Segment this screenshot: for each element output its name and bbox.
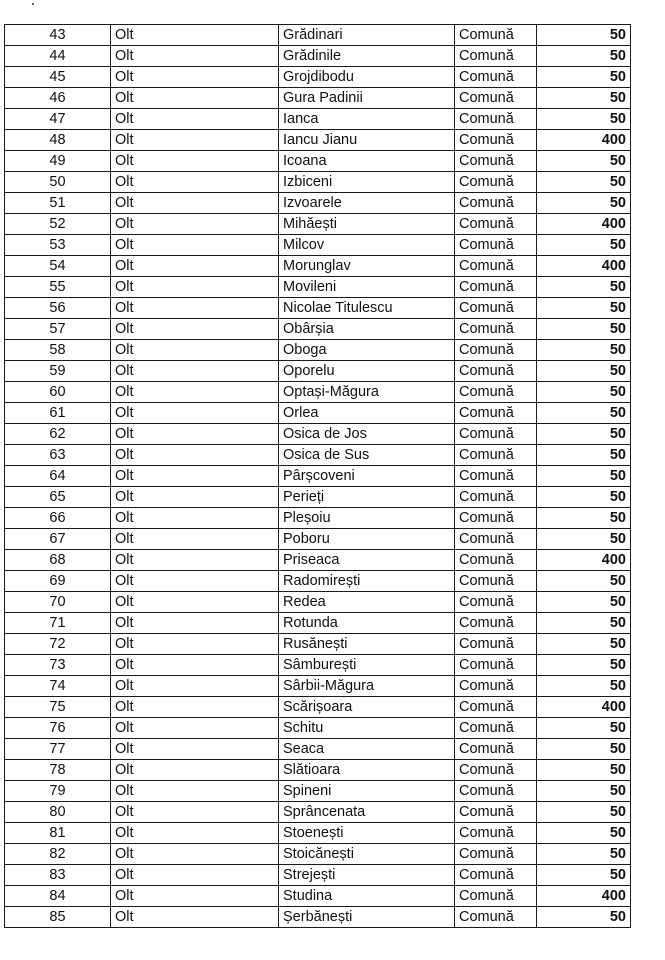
type-cell: Comună [455,109,537,130]
table-row [5,319,631,340]
county-cell: Olt [111,109,279,130]
row-number-cell: 50 [5,172,111,193]
value-cell: 50 [537,823,631,844]
row-number-cell: 79 [5,781,111,802]
value-cell: 50 [537,718,631,739]
locality-cell: Sâmburești [279,655,455,676]
locality-cell: Iancu Jianu [279,130,455,151]
table-row [5,340,631,361]
row-number-cell: 68 [5,550,111,571]
row-number-cell: 61 [5,403,111,424]
county-cell: Olt [111,424,279,445]
locality-cell: Stoenești [279,823,455,844]
row-number-cell: 67 [5,529,111,550]
type-cell: Comună [455,319,537,340]
row-number-cell: 71 [5,613,111,634]
value-cell: 50 [537,781,631,802]
locality-cell: Perieți [279,487,455,508]
type-cell: Comună [455,613,537,634]
row-number-cell: 47 [5,109,111,130]
county-cell: Olt [111,67,279,88]
locality-cell: Studina [279,886,455,907]
table-row [5,781,631,802]
value-cell: 400 [537,130,631,151]
county-cell: Olt [111,361,279,382]
locality-cell: Poboru [279,529,455,550]
value-cell: 400 [537,550,631,571]
county-cell: Olt [111,445,279,466]
county-cell: Olt [111,739,279,760]
value-cell: 50 [537,151,631,172]
table-row [5,865,631,886]
county-cell: Olt [111,487,279,508]
locality-cell: Rusănești [279,634,455,655]
table-row [5,193,631,214]
county-cell: Olt [111,697,279,718]
scan-speck [32,3,34,5]
locality-cell: Ianca [279,109,455,130]
table-row [5,109,631,130]
locality-cell: Nicolae Titulescu [279,298,455,319]
county-cell: Olt [111,193,279,214]
type-cell: Comună [455,235,537,256]
type-cell: Comună [455,340,537,361]
table-row [5,823,631,844]
value-cell: 50 [537,382,631,403]
locality-cell: Movileni [279,277,455,298]
table-row [5,67,631,88]
row-number-cell: 64 [5,466,111,487]
row-number-cell: 58 [5,340,111,361]
value-cell: 50 [537,67,631,88]
row-number-cell: 45 [5,67,111,88]
row-number-cell: 85 [5,907,111,928]
county-cell: Olt [111,781,279,802]
table-row [5,403,631,424]
value-cell: 50 [537,319,631,340]
value-cell: 50 [537,655,631,676]
value-cell: 400 [537,256,631,277]
locality-cell: Stoicănești [279,844,455,865]
table-body [5,25,631,928]
type-cell: Comună [455,130,537,151]
type-cell: Comună [455,361,537,382]
row-number-cell: 66 [5,508,111,529]
value-cell: 50 [537,508,631,529]
locality-cell: Optași-Măgura [279,382,455,403]
type-cell: Comună [455,676,537,697]
row-number-cell: 80 [5,802,111,823]
county-cell: Olt [111,46,279,67]
type-cell: Comună [455,739,537,760]
table-row [5,592,631,613]
row-number-cell: 51 [5,193,111,214]
type-cell: Comună [455,487,537,508]
table-row [5,718,631,739]
table-row [5,235,631,256]
county-cell: Olt [111,235,279,256]
value-cell: 50 [537,445,631,466]
row-number-cell: 44 [5,46,111,67]
value-cell: 50 [537,571,631,592]
table-row [5,634,631,655]
value-cell: 50 [537,613,631,634]
type-cell: Comună [455,277,537,298]
table-row [5,130,631,151]
row-number-cell: 73 [5,655,111,676]
county-cell: Olt [111,298,279,319]
table-row [5,214,631,235]
county-cell: Olt [111,88,279,109]
row-number-cell: 55 [5,277,111,298]
locality-cell: Scărișoara [279,697,455,718]
locality-cell: Oboga [279,340,455,361]
value-cell: 50 [537,340,631,361]
value-cell: 400 [537,886,631,907]
county-cell: Olt [111,655,279,676]
county-cell: Olt [111,760,279,781]
county-cell: Olt [111,403,279,424]
locality-cell: Izbiceni [279,172,455,193]
county-cell: Olt [111,508,279,529]
type-cell: Comună [455,844,537,865]
type-cell: Comună [455,529,537,550]
table-row [5,802,631,823]
table-row [5,256,631,277]
county-cell: Olt [111,907,279,928]
row-number-cell: 69 [5,571,111,592]
locality-cell: Osica de Jos [279,424,455,445]
value-cell: 50 [537,424,631,445]
type-cell: Comună [455,592,537,613]
table-row [5,361,631,382]
row-number-cell: 62 [5,424,111,445]
type-cell: Comună [455,571,537,592]
county-cell: Olt [111,592,279,613]
county-cell: Olt [111,613,279,634]
type-cell: Comună [455,88,537,109]
table-row [5,529,631,550]
value-cell: 50 [537,193,631,214]
county-cell: Olt [111,277,279,298]
value-cell: 50 [537,634,631,655]
row-number-cell: 43 [5,25,111,46]
type-cell: Comună [455,193,537,214]
row-number-cell: 78 [5,760,111,781]
type-cell: Comună [455,697,537,718]
table-row [5,382,631,403]
type-cell: Comună [455,655,537,676]
county-cell: Olt [111,676,279,697]
value-cell: 50 [537,487,631,508]
locality-cell: Icoana [279,151,455,172]
locality-cell: Rotunda [279,613,455,634]
locality-cell: Grojdibodu [279,67,455,88]
row-number-cell: 81 [5,823,111,844]
type-cell: Comună [455,781,537,802]
row-number-cell: 59 [5,361,111,382]
county-cell: Olt [111,844,279,865]
county-cell: Olt [111,634,279,655]
table-row [5,277,631,298]
row-number-cell: 60 [5,382,111,403]
type-cell: Comună [455,46,537,67]
value-cell: 50 [537,172,631,193]
locality-cell: Gura Padinii [279,88,455,109]
county-cell: Olt [111,865,279,886]
locality-cell: Obârșia [279,319,455,340]
table-row [5,298,631,319]
county-cell: Olt [111,382,279,403]
row-number-cell: 54 [5,256,111,277]
type-cell: Comună [455,886,537,907]
table-row [5,613,631,634]
row-number-cell: 57 [5,319,111,340]
county-cell: Olt [111,802,279,823]
table-row [5,739,631,760]
county-cell: Olt [111,214,279,235]
value-cell: 50 [537,529,631,550]
locality-cell: Grădinari [279,25,455,46]
row-number-cell: 49 [5,151,111,172]
locality-cell: Izvoarele [279,193,455,214]
type-cell: Comună [455,865,537,886]
locality-cell: Strejești [279,865,455,886]
county-cell: Olt [111,256,279,277]
row-number-cell: 84 [5,886,111,907]
locality-cell: Seaca [279,739,455,760]
county-cell: Olt [111,550,279,571]
value-cell: 50 [537,907,631,928]
value-cell: 50 [537,235,631,256]
type-cell: Comună [455,508,537,529]
type-cell: Comună [455,298,537,319]
locality-cell: Oporelu [279,361,455,382]
type-cell: Comună [455,466,537,487]
table-row [5,25,631,46]
table-row [5,88,631,109]
county-cell: Olt [111,25,279,46]
table-row [5,571,631,592]
table-row [5,655,631,676]
type-cell: Comună [455,634,537,655]
locality-cell: Sprâncenata [279,802,455,823]
value-cell: 50 [537,46,631,67]
locality-cell: Radomirești [279,571,455,592]
locality-cell: Priseaca [279,550,455,571]
type-cell: Comună [455,802,537,823]
locality-cell: Osica de Sus [279,445,455,466]
row-number-cell: 70 [5,592,111,613]
county-cell: Olt [111,151,279,172]
value-cell: 400 [537,697,631,718]
table-row [5,151,631,172]
value-cell: 50 [537,298,631,319]
type-cell: Comună [455,445,537,466]
locality-cell: Mihăești [279,214,455,235]
row-number-cell: 82 [5,844,111,865]
county-cell: Olt [111,529,279,550]
locality-cell: Morunglav [279,256,455,277]
locality-cell: Pârșcoveni [279,466,455,487]
type-cell: Comună [455,718,537,739]
table-row [5,487,631,508]
county-cell: Olt [111,886,279,907]
type-cell: Comună [455,25,537,46]
table-row [5,907,631,928]
type-cell: Comună [455,256,537,277]
value-cell: 50 [537,760,631,781]
county-cell: Olt [111,571,279,592]
table-row [5,760,631,781]
value-cell: 400 [537,214,631,235]
county-cell: Olt [111,718,279,739]
locality-cell: Orlea [279,403,455,424]
table-row [5,697,631,718]
type-cell: Comună [455,550,537,571]
type-cell: Comună [455,151,537,172]
value-cell: 50 [537,25,631,46]
table-row [5,172,631,193]
table-row [5,508,631,529]
value-cell: 50 [537,403,631,424]
row-number-cell: 63 [5,445,111,466]
county-cell: Olt [111,823,279,844]
value-cell: 50 [537,739,631,760]
value-cell: 50 [537,88,631,109]
locality-cell: Schitu [279,718,455,739]
type-cell: Comună [455,424,537,445]
type-cell: Comună [455,214,537,235]
row-number-cell: 75 [5,697,111,718]
row-number-cell: 56 [5,298,111,319]
table-row [5,676,631,697]
type-cell: Comună [455,67,537,88]
locality-cell: Milcov [279,235,455,256]
type-cell: Comună [455,382,537,403]
table-row [5,424,631,445]
table-row [5,886,631,907]
row-number-cell: 77 [5,739,111,760]
value-cell: 50 [537,676,631,697]
table-row [5,550,631,571]
table-row [5,466,631,487]
row-number-cell: 83 [5,865,111,886]
table-row [5,844,631,865]
locality-cell: Slătioara [279,760,455,781]
value-cell: 50 [537,865,631,886]
row-number-cell: 53 [5,235,111,256]
type-cell: Comună [455,823,537,844]
localities-table [4,24,631,928]
value-cell: 50 [537,361,631,382]
type-cell: Comună [455,907,537,928]
type-cell: Comună [455,403,537,424]
value-cell: 50 [537,592,631,613]
row-number-cell: 46 [5,88,111,109]
row-number-cell: 72 [5,634,111,655]
value-cell: 50 [537,277,631,298]
row-number-cell: 52 [5,214,111,235]
locality-cell: Șerbănești [279,907,455,928]
locality-cell: Redea [279,592,455,613]
locality-cell: Pleșoiu [279,508,455,529]
row-number-cell: 65 [5,487,111,508]
type-cell: Comună [455,760,537,781]
row-number-cell: 76 [5,718,111,739]
county-cell: Olt [111,172,279,193]
county-cell: Olt [111,340,279,361]
type-cell: Comună [455,172,537,193]
row-number-cell: 74 [5,676,111,697]
value-cell: 50 [537,844,631,865]
value-cell: 50 [537,802,631,823]
table-row [5,445,631,466]
locality-cell: Spineni [279,781,455,802]
value-cell: 50 [537,109,631,130]
county-cell: Olt [111,319,279,340]
locality-cell: Sârbii-Măgura [279,676,455,697]
county-cell: Olt [111,466,279,487]
value-cell: 50 [537,466,631,487]
locality-cell: Grădinile [279,46,455,67]
row-number-cell: 48 [5,130,111,151]
county-cell: Olt [111,130,279,151]
table-row [5,46,631,67]
